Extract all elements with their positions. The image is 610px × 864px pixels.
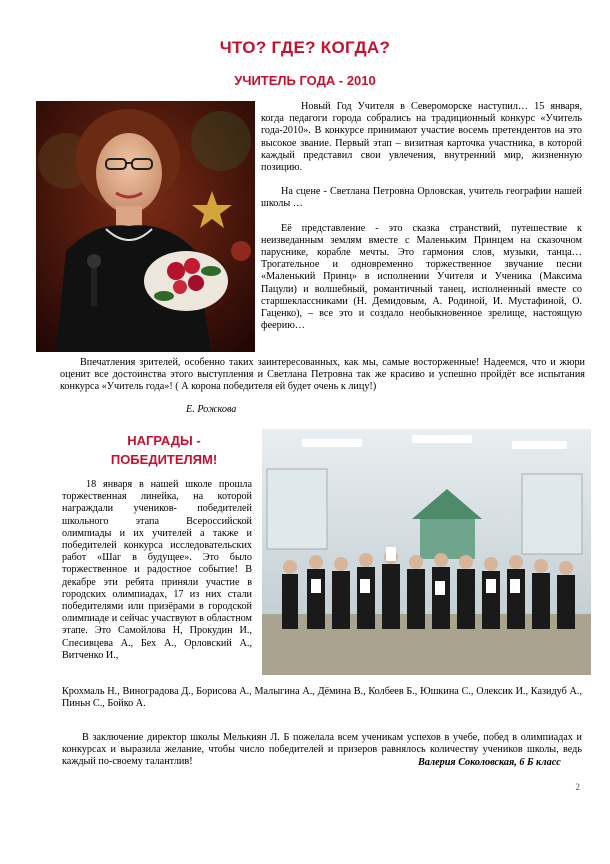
page-number: 2 [575, 782, 580, 792]
article2-title-line: НАГРАДЫ - [127, 433, 201, 448]
article2-column-text [62, 479, 252, 662]
teacher-portrait-photo [36, 101, 255, 352]
article1-paragraph: Новый Год Учителя в Североморске наступил… 15 января, когда педагоги города собрались на традиционный конкурс «Учитель года-2010». В конкурсе принимают участие восемь претендентов на это высокое звание. Первый этап – визитная карточка участника, в которой каждый представил свои увлечения, внутренний мир, жизненную позицию. [261, 101, 582, 174]
article1-closing-paragraph: Впечатления зрителей, особенно таких заинтересованных, как мы, самые восторженные! Надеемся, что и жюри оценит все достоинства этого выступления и Светлана Петровна так же красиво и успешно пройдёт все испытания конкурса «Учитель года»! ( А корона победителя ей будет очень к лицу!) [60, 357, 585, 393]
page-title: ЧТО? ГДЕ? КОГДА? [219, 38, 391, 57]
article2-closing-paragraph: В заключение директор школы Мелькиян Л. Б пожелала всем ученикам успехов в учебе, побед в олимпиадах и конкурсах и выразила желание, чтобы число победителей и призеров равнялось количеству учеников школы, ведь каждый по-своему талантлив! [62, 732, 582, 768]
article2-title [84, 431, 244, 469]
article2-continued-text: Крохмаль Н., Виноградова Д., Борисова А., Малыгина А., Дёмина В., Колбеев Б., Юшкина С., Олексик И., Казидуб А., Пиньн С., Бойко А. [62, 686, 582, 710]
article-title-teacher-of-year: УЧИТЕЛЬ ГОДА - 2010 [234, 73, 376, 88]
article2-title-line: ПОБЕДИТЕЛЯМ! [110, 452, 218, 467]
article2-author: Валерия Соколовская, 6 Б класс [418, 757, 561, 768]
article1-author: Е. Рожкова [186, 404, 237, 415]
article1-paragraph: Её представление - это сказка странствий, путешествие к неизведанным землям вместе с Маленьким Принцем на сказочном паруснике, корабле мечты. Это гармония слов, музыки, танца…Трогательное и одновременно торжественное звучание песни «Маленький Принц» в исполнении Учителя и Ученика (Максима Пацули) и волшебный, романтичный танец, исполненный вместе со старшеклассниками (Н. Демидовым, А. Родиной, И. Мустафиной, О. Гаценко), – все это и создало необыкновенное зрелище, настоящую феерию… [261, 222, 582, 332]
article1-column-text [261, 101, 582, 332]
award-ceremony-photo [262, 429, 591, 675]
article1-paragraph: На сцене - Светлана Петровна Орловская, учитель географии нашей школы … [261, 186, 582, 210]
article2-paragraph: 18 января в нашей школе прошла торжественная линейка, на которой награждали учеников- победителей школьного этапа Всероссийской олимпиады и их учителей а также и победителей конкурса исследовательских работ «Шаг в будущее». Это было торжественное и радостное событие! В декабре эти ребята приняли участие в городских олимпиадах, 17 из них стали победителями или призёрами в городской олимпиаде и сейчас участвуют в областном этапе. Это Самойлова Н, Прокудин И., Спесивцева А., Бех А., Орловский А., Витченко И., [62, 479, 252, 661]
